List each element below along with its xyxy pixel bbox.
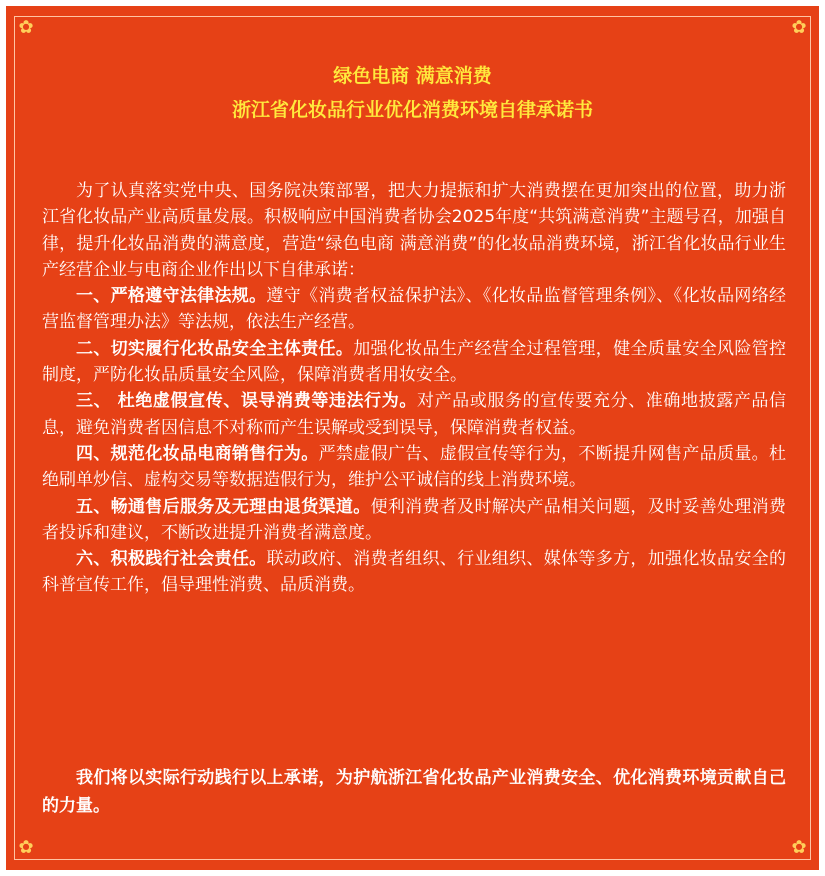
intro-paragraph: 为了认真落实党中央、国务院决策部署，把大力提振和扩大消费摆在更加突出的位置，助力浙江省化妆品产业高质量发展。积极响应中国消费者协会2025年度“共筑满意消费”主题号召，加强自律，提升化妆品消费的满意度，营造“绿色电商 满意消费”的化妆品消费环境，浙江省化妆品行业生产经营企业与电商企业作出以下自律承诺：: [42, 181, 786, 280]
commitment-item: [42, 546, 786, 599]
commitment-item: [42, 283, 786, 336]
document-body: [42, 178, 786, 599]
commitment-heading: 一、严格遵守法律法规。: [76, 286, 267, 307]
flower-ornament-icon: ✿: [18, 837, 34, 858]
flower-ornament-icon: ✿: [791, 837, 807, 858]
commitment-item: [42, 494, 786, 547]
commitment-text: 便利消费者及时解决产品相关问题，及时妥善处理消费者投诉和建议，不断改进提升消费者满意度。: [42, 496, 787, 543]
commitment-heading: 四、规范化妆品电商销售行为。: [76, 443, 319, 464]
commitment-heading: 六、积极践行社会责任。: [76, 549, 267, 570]
commitment-text: 遵守《消费者权益保护法》、《化妆品监督管理条例》、《化妆品网络经营监督管理办法》等法规，依法生产经营。: [42, 286, 787, 333]
page-title: 绿色电商 满意消费: [333, 65, 492, 87]
commitment-heading: 三、 杜绝虚假宣传、误导消费等违法行为。: [76, 391, 417, 412]
commitment-item: [42, 441, 786, 494]
commitment-text: 严禁虚假广告、虚假宣传等行为，不断提升网售产品质量。杜绝刷单炒信、虚构交易等数据造假行为，维护公平诚信的线上消费环境。: [42, 443, 787, 491]
commitment-text: 加强化妆品生产经营全过程管理，健全质量安全风险管控制度，严防化妆品质量安全风险，保障消费者用妆安全。: [42, 338, 787, 386]
commitment-item: [42, 336, 786, 389]
closing-statement: 我们将以实际行动践行以上承诺，为护航浙江省化妆品产业消费安全、优化消费环境贡献自己的力量。: [42, 768, 786, 816]
flower-ornament-icon: ✿: [791, 17, 807, 38]
flower-ornament-icon: ✿: [18, 17, 34, 38]
commitment-heading: 二、切实履行化妆品安全主体责任。: [76, 338, 354, 359]
document-page: [6, 6, 819, 870]
page-subtitle: 浙江省化妆品行业优化消费环境自律承诺书: [231, 99, 593, 121]
commitment-text: 联动政府、消费者组织、行业组织、媒体等多方，加强化妆品安全的科普宣传工作，倡导理性消费、品质消费。: [42, 549, 787, 596]
commitment-text: 对产品或服务的宣传要充分、准确地披露产品信息，避免消费者因信息不对称而产生误解或受到误导，保障消费者权益。: [42, 391, 787, 438]
commitment-item: [42, 388, 786, 441]
commitment-heading: 五、畅通售后服务及无理由退货渠道。: [76, 496, 371, 517]
